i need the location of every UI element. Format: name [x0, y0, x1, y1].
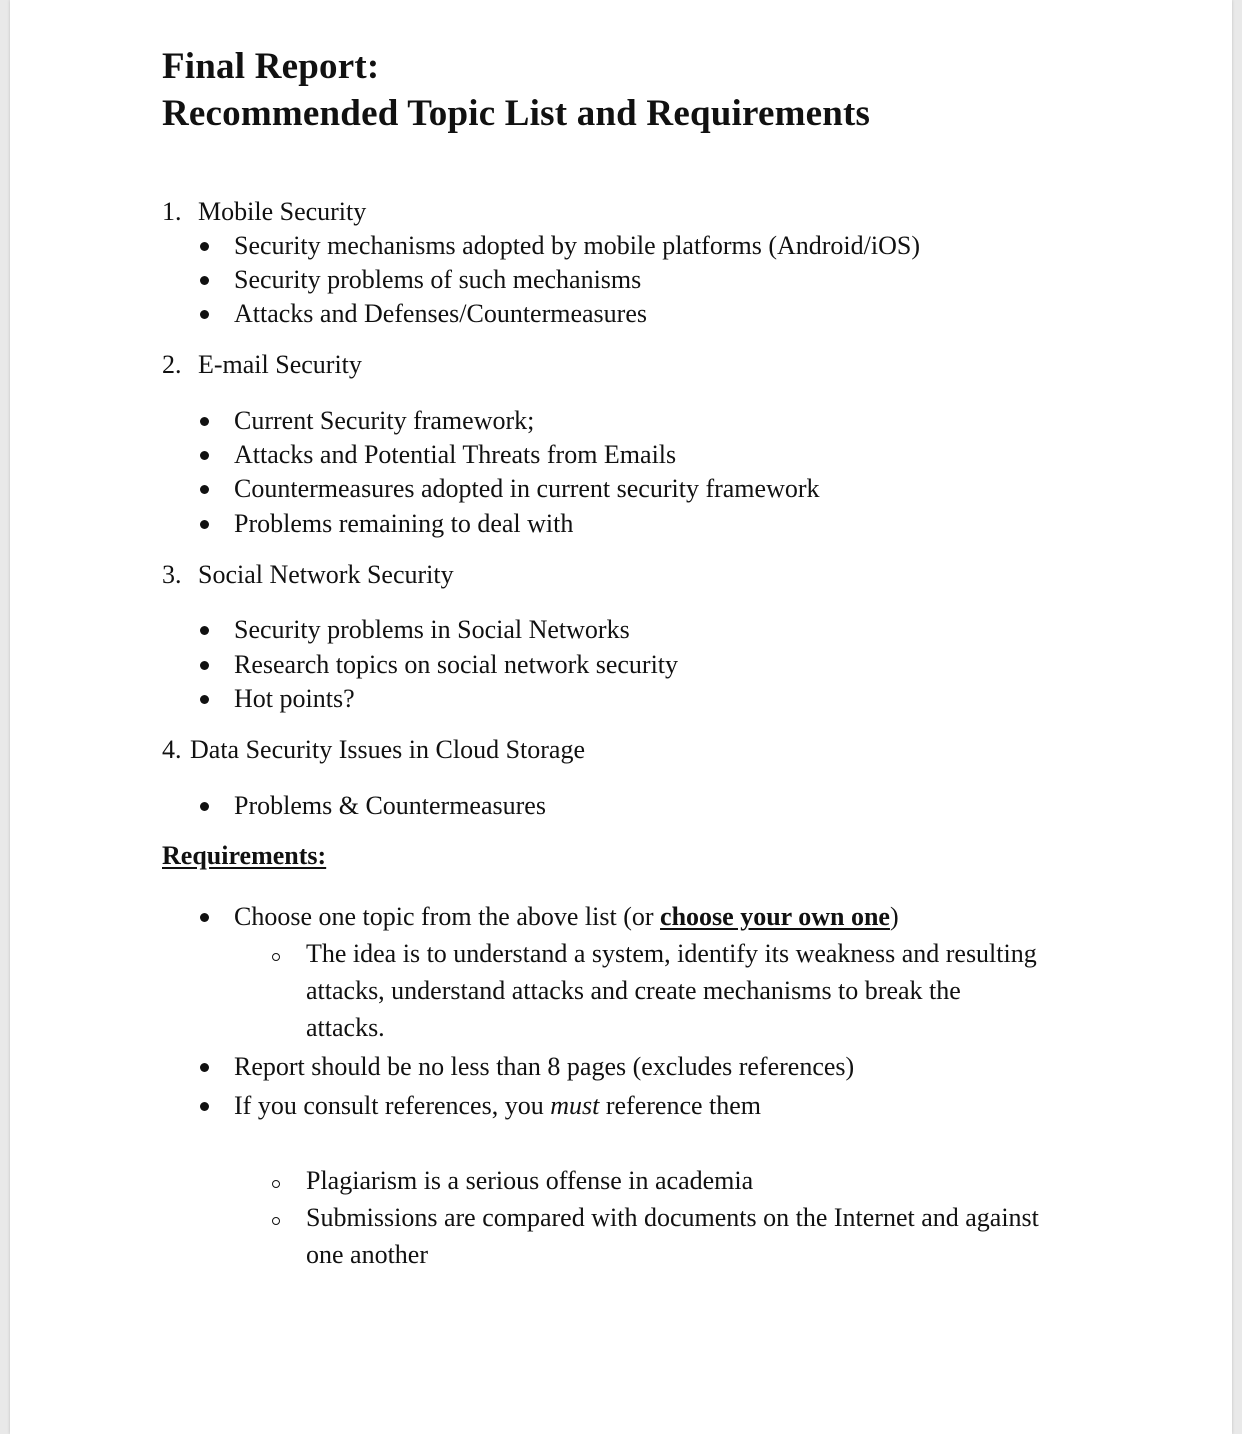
bullet-icon	[200, 1102, 209, 1111]
requirement-length: Report should be no less than 8 pages (excludes references)	[234, 1052, 855, 1081]
topic-number: 4.	[162, 735, 182, 764]
topic-label: Data Security Issues in Cloud Storage	[190, 735, 585, 764]
choose-suffix: )	[889, 902, 899, 931]
bullet-icon	[200, 802, 209, 811]
topic-bullet: Attacks and Defenses/Countermeasures	[234, 299, 647, 328]
topic-bullet: Countermeasures adopted in current security framework	[234, 474, 820, 503]
topic-bullet: Current Security framework;	[234, 406, 535, 435]
bullet-icon	[200, 417, 209, 426]
bullet-icon	[200, 626, 209, 635]
bullet-icon	[200, 520, 209, 529]
choose-prefix: Choose one topic from the above list (or	[234, 902, 661, 931]
bullet-icon	[200, 695, 209, 704]
choose-own-emphasis: choose your own one	[660, 902, 890, 931]
bullet-icon	[200, 310, 209, 319]
topic-bullet: Security mechanisms adopted by mobile platforms (Android/iOS)	[234, 231, 920, 260]
sub-bullet-circle-icon	[272, 1180, 280, 1188]
compare-line: Submissions are compared with documents on the Internet and against	[306, 1203, 1039, 1232]
requirements-heading: Requirements:	[162, 841, 327, 870]
topic-label: Mobile Security	[198, 197, 367, 226]
bullet-icon	[200, 451, 209, 460]
requirement-choose-topic	[234, 904, 899, 930]
topic-bullet: Research topics on social network security	[234, 650, 679, 679]
topic-bullet: Attacks and Potential Threats from Emails	[234, 440, 677, 469]
requirement-references	[234, 1093, 761, 1119]
idea-line: attacks.	[306, 1013, 385, 1042]
bullet-icon	[200, 1063, 209, 1072]
consult-prefix: If you consult references, you	[234, 1091, 551, 1120]
document-title-line-1: Final Report:	[162, 46, 380, 87]
must-emphasis: must	[550, 1091, 600, 1120]
topic-bullet: Hot points?	[234, 684, 355, 713]
document-title-line-2: Recommended Topic List and Requirements	[162, 93, 871, 134]
topic-bullet: Problems & Countermeasures	[234, 791, 546, 820]
bullet-icon	[200, 242, 209, 251]
idea-line: attacks, understand attacks and create mechanisms to break the	[306, 976, 961, 1005]
topic-bullet: Security problems in Social Networks	[234, 615, 630, 644]
bullet-icon	[200, 276, 209, 285]
topic-bullet: Security problems of such mechanisms	[234, 265, 642, 294]
topic-label: E-mail Security	[198, 350, 362, 379]
topic-label: Social Network Security	[198, 560, 454, 589]
idea-line: The idea is to understand a system, identify its weakness and resulting	[306, 939, 1037, 968]
bullet-icon	[200, 661, 209, 670]
bullet-icon	[200, 485, 209, 494]
sub-bullet-circle-icon	[272, 1217, 280, 1225]
topic-number: 1.	[162, 197, 182, 226]
topic-bullet: Problems remaining to deal with	[234, 509, 574, 538]
document-page	[10, 0, 1232, 1434]
plagiarism-note: Plagiarism is a serious offense in academia	[306, 1166, 754, 1195]
compare-line: one another	[306, 1240, 429, 1269]
consult-suffix: reference them	[599, 1091, 762, 1120]
topic-number: 3.	[162, 560, 182, 589]
topic-number: 2.	[162, 350, 182, 379]
bullet-icon	[200, 913, 209, 922]
sub-bullet-circle-icon	[272, 953, 280, 961]
